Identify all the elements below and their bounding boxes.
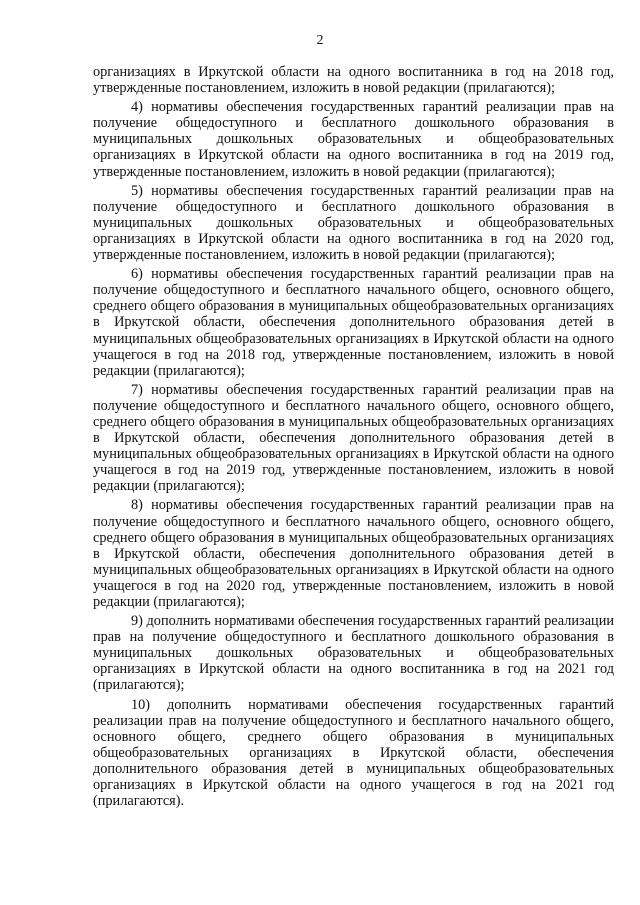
page-number: 2 [316, 33, 324, 48]
paragraph-item-8: 8) нормативы обеспечения государственных гарантий реализации прав на получение общедоступного и бесплатного начального общего, основного общего, среднего общего образования в муниципальных общеобразовательных организациях в Иркутской области, обеспечения дополнительного образования детей в муниципальных общеобразовательных организациях в Иркутской области на одного учащегося в год на 2020 год, утвержденные постановлением, изложить в новой редакции (прилагаются); [93, 497, 614, 610]
paragraph-item-10: 10) дополнить нормативами обеспечения государственных гарантий реализации прав на получение общедоступного и бесплатного начального общего, основного общего, среднего общего образования в муниципальных общеобразовательных организациях в Иркутской области, обеспечения дополнительного образования детей в муниципальных общеобразовательных организациях в Иркутской области на одного учащегося в год на 2021 год (прилагаются). [93, 696, 614, 810]
paragraph-item-6: 6) нормативы обеспечения государственных гарантий реализации прав на получение общедоступного и бесплатного начального общего, основного общего, среднего общего образования в муниципальных общеобразовательных организациях в Иркутской области, обеспечения дополнительного образования детей в муниципальных общеобразовательных организациях в Иркутской области на одного учащегося в год на 2018 год, утвержденные постановлением, изложить в новой редакции (прилагаются); [93, 266, 614, 379]
document-body [93, 64, 614, 809]
paragraph-continuation: организациях в Иркутской области на одного воспитанника в год на 2018 год, утвержденные постановлением, изложить в новой редакции (прилагаются); [93, 64, 614, 97]
paragraph-item-7: 7) нормативы обеспечения государственных гарантий реализации прав на получение общедоступного и бесплатного начального общего, основного общего, среднего общего образования в муниципальных общеобразовательных организациях в Иркутской области, обеспечения дополнительного образования детей в муниципальных общеобразовательных организациях в Иркутской области на одного учащегося в год на 2019 год, утвержденные постановлением, изложить в новой редакции (прилагаются); [93, 381, 614, 495]
paragraph-item-9: 9) дополнить нормативами обеспечения государственных гарантий реализации прав на получение общедоступного и бесплатного дошкольного образования в муниципальных дошкольных образовательных и общеобразовательных организациях в Иркутской области на одного воспитанника в год на 2021 год (прилагаются); [93, 613, 614, 694]
paragraph-item-5: 5) нормативы обеспечения государственных гарантий реализации прав на получение общедоступного и бесплатного дошкольного образования в муниципальных дошкольных образовательных и общеобразовательных организациях в Иркутской области на одного воспитанника в год на 2020 год, утвержденные постановлением, изложить в новой редакции (прилагаются); [93, 182, 614, 264]
paragraph-item-4: 4) нормативы обеспечения государственных гарантий реализации прав на получение общедоступного и бесплатного дошкольного образования в муниципальных дошкольных образовательных и общеобразовательных организациях в Иркутской области на одного воспитанника в год на 2019 год, утвержденные постановлением, изложить в новой редакции (прилагаются); [93, 99, 614, 180]
